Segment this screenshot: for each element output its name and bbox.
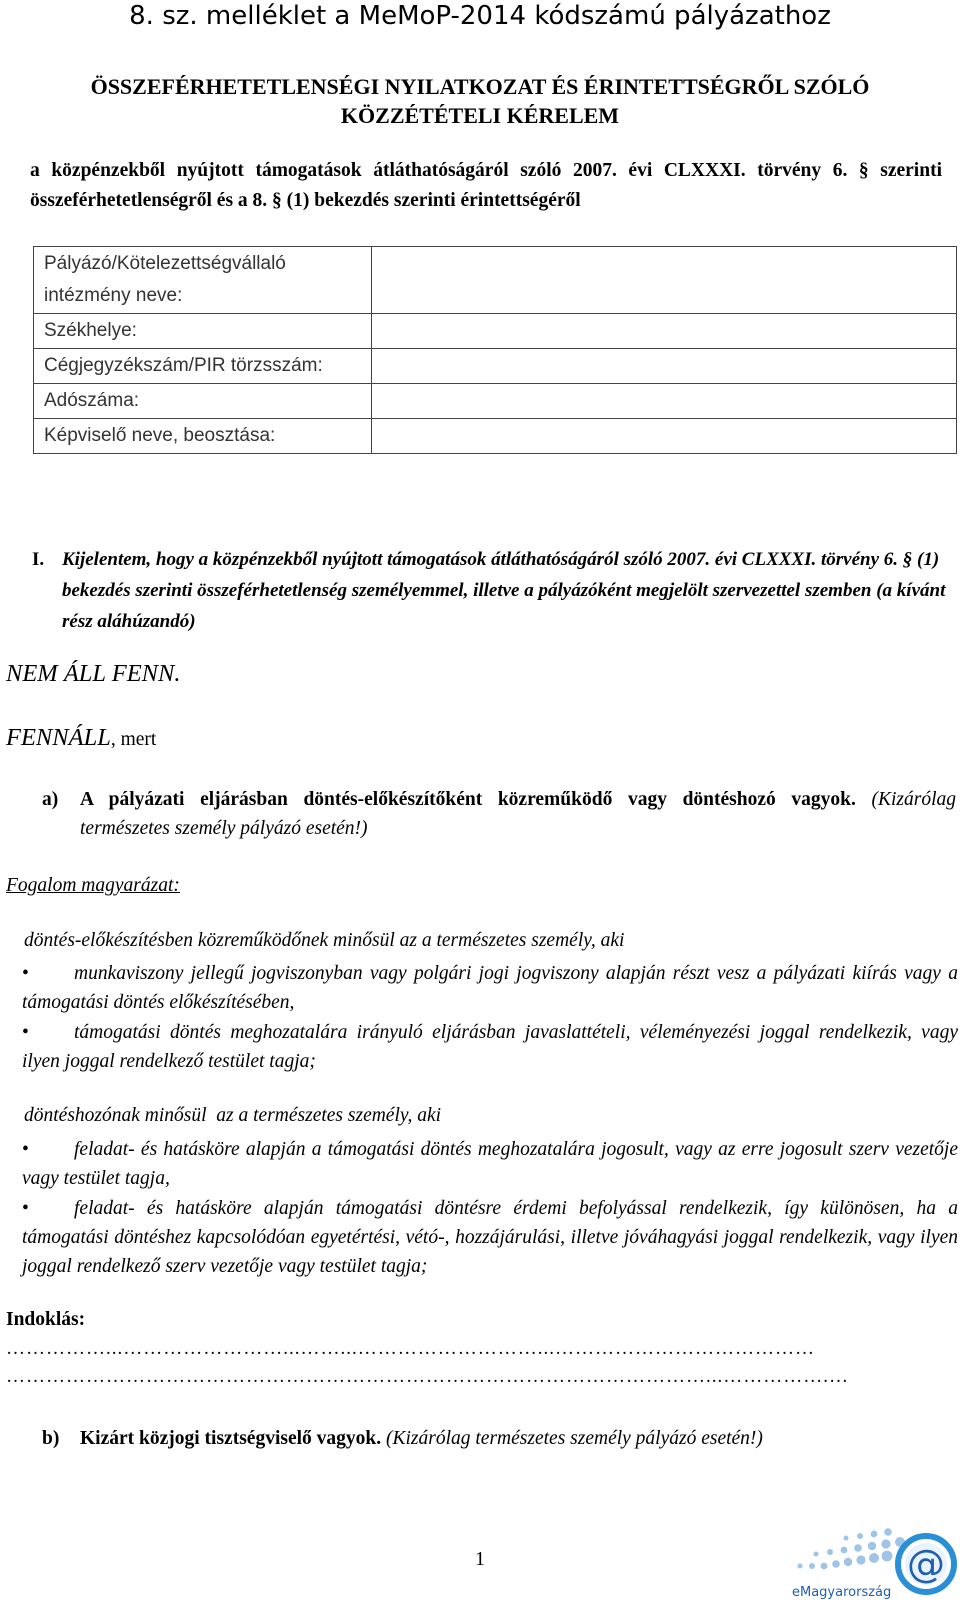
definition-1-bullet-1 [22, 959, 958, 1017]
fogalom-heading: Fogalom magyarázat: [6, 875, 180, 896]
form-row-seat [34, 314, 957, 349]
form-value-name[interactable] [372, 247, 957, 314]
definition-2-bullet-2 [22, 1194, 958, 1281]
emagyarorszag-logo [786, 1520, 960, 1612]
bullet-icon: • [22, 1198, 29, 1219]
item-a-letter: a) [42, 789, 59, 810]
form-label-name: Pályázó/Kötelezettségvállaló intézmény neve: [34, 247, 372, 314]
definition-2-bullet-2-text: feladat- és hatásköre alapján támogatási döntésre érdemi befolyással rendelkezik, így különösen, ha a támogatási döntéshez kapcsolódóan egyetértési, vétó-, hozzájárulási, illetve jóváhagyási joggal rendelkezik, vagy ilyen joggal rendelkező szerv vezetője vagy testület tagja; [22, 1198, 958, 1277]
item-b-note: (Kizárólag természetes személy pályázó esetén!) [386, 1428, 763, 1449]
form-row-name [34, 247, 957, 314]
definition-1-bullet-1-text: munkaviszony jellegű jogviszonyban vagy polgári jogi jogviszony alapján részt vesz a pályázati kiírás vagy a támogatási döntés előkészítésében, [22, 963, 958, 1013]
bullet-icon: • [22, 1139, 29, 1160]
section-1 [32, 544, 952, 637]
definition-2-bullet-1-text: feladat- és hatásköre alapján a támogatási döntés meghozatalára jogosult, vagy az erre jogosult szerv vezetője vagy testület tagja, [22, 1139, 958, 1189]
form-label-registry: Cégjegyzékszám/PIR törzsszám: [34, 349, 372, 384]
indoklas-line-1[interactable]: ……………...……………………...……...………………………...………………………………… [6, 1338, 815, 1359]
indoklas-label: Indoklás: [6, 1309, 86, 1330]
title-line-1: ÖSSZEFÉRHETETLENSÉGI NYILATKOZAT ÉS ÉRINTETTSÉGRŐL SZÓLÓ [90, 74, 870, 99]
logo-graphic [786, 1520, 960, 1612]
definition-2-intro: döntéshozónak minősül az a természetes személy, aki [24, 1105, 442, 1126]
item-a-statement: A pályázati eljárásban döntés-előkészítőként közreműködő vagy döntéshozó vagyok. [80, 789, 856, 810]
definition-1-intro: döntés-előkészítésben közreműködőnek minősül az a természetes személy, aki [24, 930, 625, 951]
definition-1-bullet-2 [22, 1018, 958, 1076]
form-row-representative [34, 419, 957, 454]
option-applicable-label: FENNÁLL [6, 724, 111, 751]
item-b-letter: b) [42, 1428, 60, 1449]
form-label-representative: Képviselő neve, beosztása: [34, 419, 372, 454]
item-b [42, 1424, 956, 1453]
section-1-number: I. [32, 549, 45, 570]
form-value-tax[interactable] [372, 384, 957, 419]
bullet-icon: • [22, 963, 29, 984]
title-line-2: KÖZZÉTÉTELI KÉRELEM [340, 103, 620, 128]
logo-text: eMagyarország [792, 1585, 892, 1600]
form-label-seat: Székhelye: [34, 314, 372, 349]
logo-at-symbol: @ [907, 1542, 945, 1586]
section-1-text: Kijelentem, hogy a közpénzekből nyújtott támogatások átláthatóságáról szóló 2007. évi CLXXXI. törvény 6. § (1) bekezdés szerinti összeférhetetlenség személyemmel, illetve a pályázóként megjelölt szervezettel szemben (a kívánt rész aláhúzandó) [62, 549, 946, 632]
indoklas-line-2[interactable]: ……………………………………………………………………………………………...…………….… [6, 1366, 849, 1387]
page-number: 1 [475, 1548, 485, 1570]
form-label-tax: Adószáma: [34, 384, 372, 419]
subtitle: a közpénzekből nyújtott támogatások átláthatóságáról szóló 2007. évi CLXXXI. törvény 6. § szerinti összeférhetetlenségről és a 8. § (1) bekezdés szerinti érintettségéről [30, 160, 942, 211]
form-row-registry [34, 349, 957, 384]
document-header: 8. sz. melléklet a MeMoP-2014 kódszámú pályázathoz [129, 1, 831, 31]
form-value-seat[interactable] [372, 314, 957, 349]
option-applicable-suffix: , mert [110, 729, 157, 750]
definition-2-bullet-1 [22, 1135, 958, 1193]
option-not-applicable[interactable]: NEM ÁLL FENN. [6, 660, 181, 687]
definition-1-bullet-2-text: támogatási döntés meghozatalára irányuló eljárásban javaslattételi, véleményezési joggal rendelkezik, vagy ilyen joggal rendelkező testület tagja; [22, 1022, 958, 1072]
form-value-representative[interactable] [372, 419, 957, 454]
form-row-tax [34, 384, 957, 419]
bullet-icon: • [22, 1022, 29, 1043]
option-applicable[interactable] [6, 724, 156, 752]
applicant-form-table [33, 246, 957, 454]
form-value-registry[interactable] [372, 349, 957, 384]
item-b-statement: Kizárt közjogi tisztségviselő vagyok. [80, 1428, 382, 1449]
item-a [42, 785, 956, 843]
item-a-note: (Kizárólag természetes személy pályázó esetén!) [80, 789, 957, 839]
